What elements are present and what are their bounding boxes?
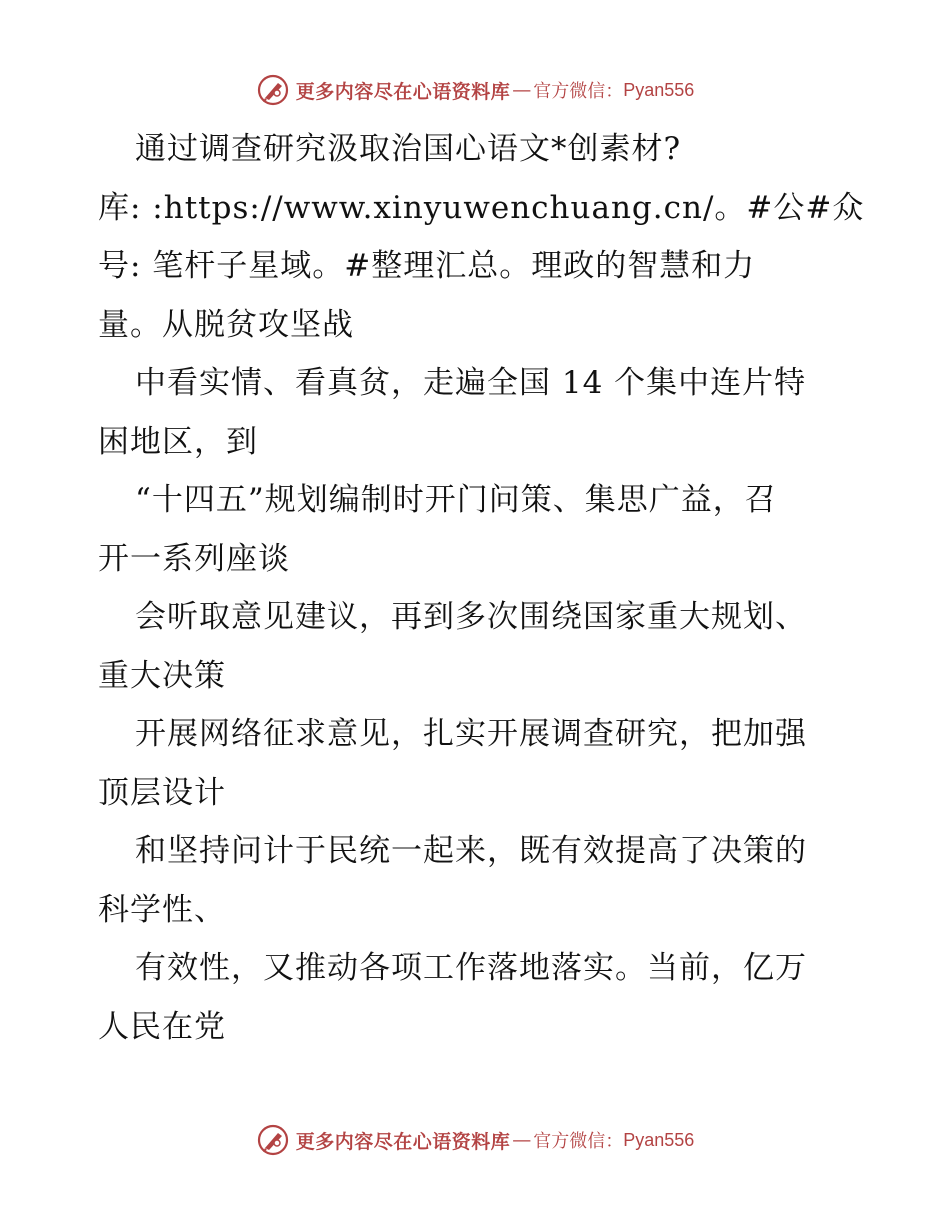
footer-banner (0, 1120, 950, 1160)
text-line: 人民在党 (98, 1008, 226, 1045)
header-banner (0, 70, 950, 110)
pen-seal-logo-icon (256, 73, 290, 107)
header-banner-wechat-handle: Pyan556 (623, 79, 695, 100)
text-line: “十四五”规划编制时开门问策、集思广益，召 (135, 482, 777, 518)
text-line: 开展网络征求意见，扎实开展调查研究，把加强 (135, 716, 807, 752)
text-line: 顶层设计 (98, 774, 226, 811)
footer-banner-main-text: 更多内容尽在心语资料库 (295, 1130, 511, 1153)
footer-banner-wechat-handle: Pyan556 (623, 1129, 695, 1150)
header-banner-main-text: 更多内容尽在心语资料库 (295, 80, 511, 103)
footer-banner-wechat-label: 官方微信： (533, 1131, 624, 1152)
text-line: 号: 笔杆子星域。#整理汇总。理政的智慧和力 (98, 248, 756, 284)
text-line: 科学性、 (98, 891, 226, 928)
text-line: 有效性，又推动各项工作落地落实。当前，亿万 (135, 950, 807, 986)
text-line: 困地区，到 (98, 423, 258, 460)
text-line: 开一系列座谈 (98, 540, 290, 577)
header-banner-wechat-label: 官方微信： (533, 81, 624, 102)
text-line: 通过调查研究汲取治国心语文*创素材? (135, 131, 682, 167)
footer-banner-dash: — (512, 1129, 532, 1151)
text-line: 中看实情、看真贫，走遍全国 14 个集中连片特 (135, 365, 807, 401)
text-line: 库: :https://www.xinyuwenchuang.cn/。#公#众 (98, 189, 865, 226)
text-line: 和坚持问计于民统一起来，既有效提高了决策的 (135, 833, 807, 869)
text-line: 会听取意见建议，再到多次围绕国家重大规划、 (135, 599, 807, 635)
pen-seal-logo-icon (256, 1123, 290, 1157)
header-banner-dash: — (512, 79, 532, 101)
document-body (98, 120, 865, 1056)
text-line: 量。从脱贫攻坚战 (98, 306, 354, 343)
text-line: 重大决策 (98, 657, 226, 694)
